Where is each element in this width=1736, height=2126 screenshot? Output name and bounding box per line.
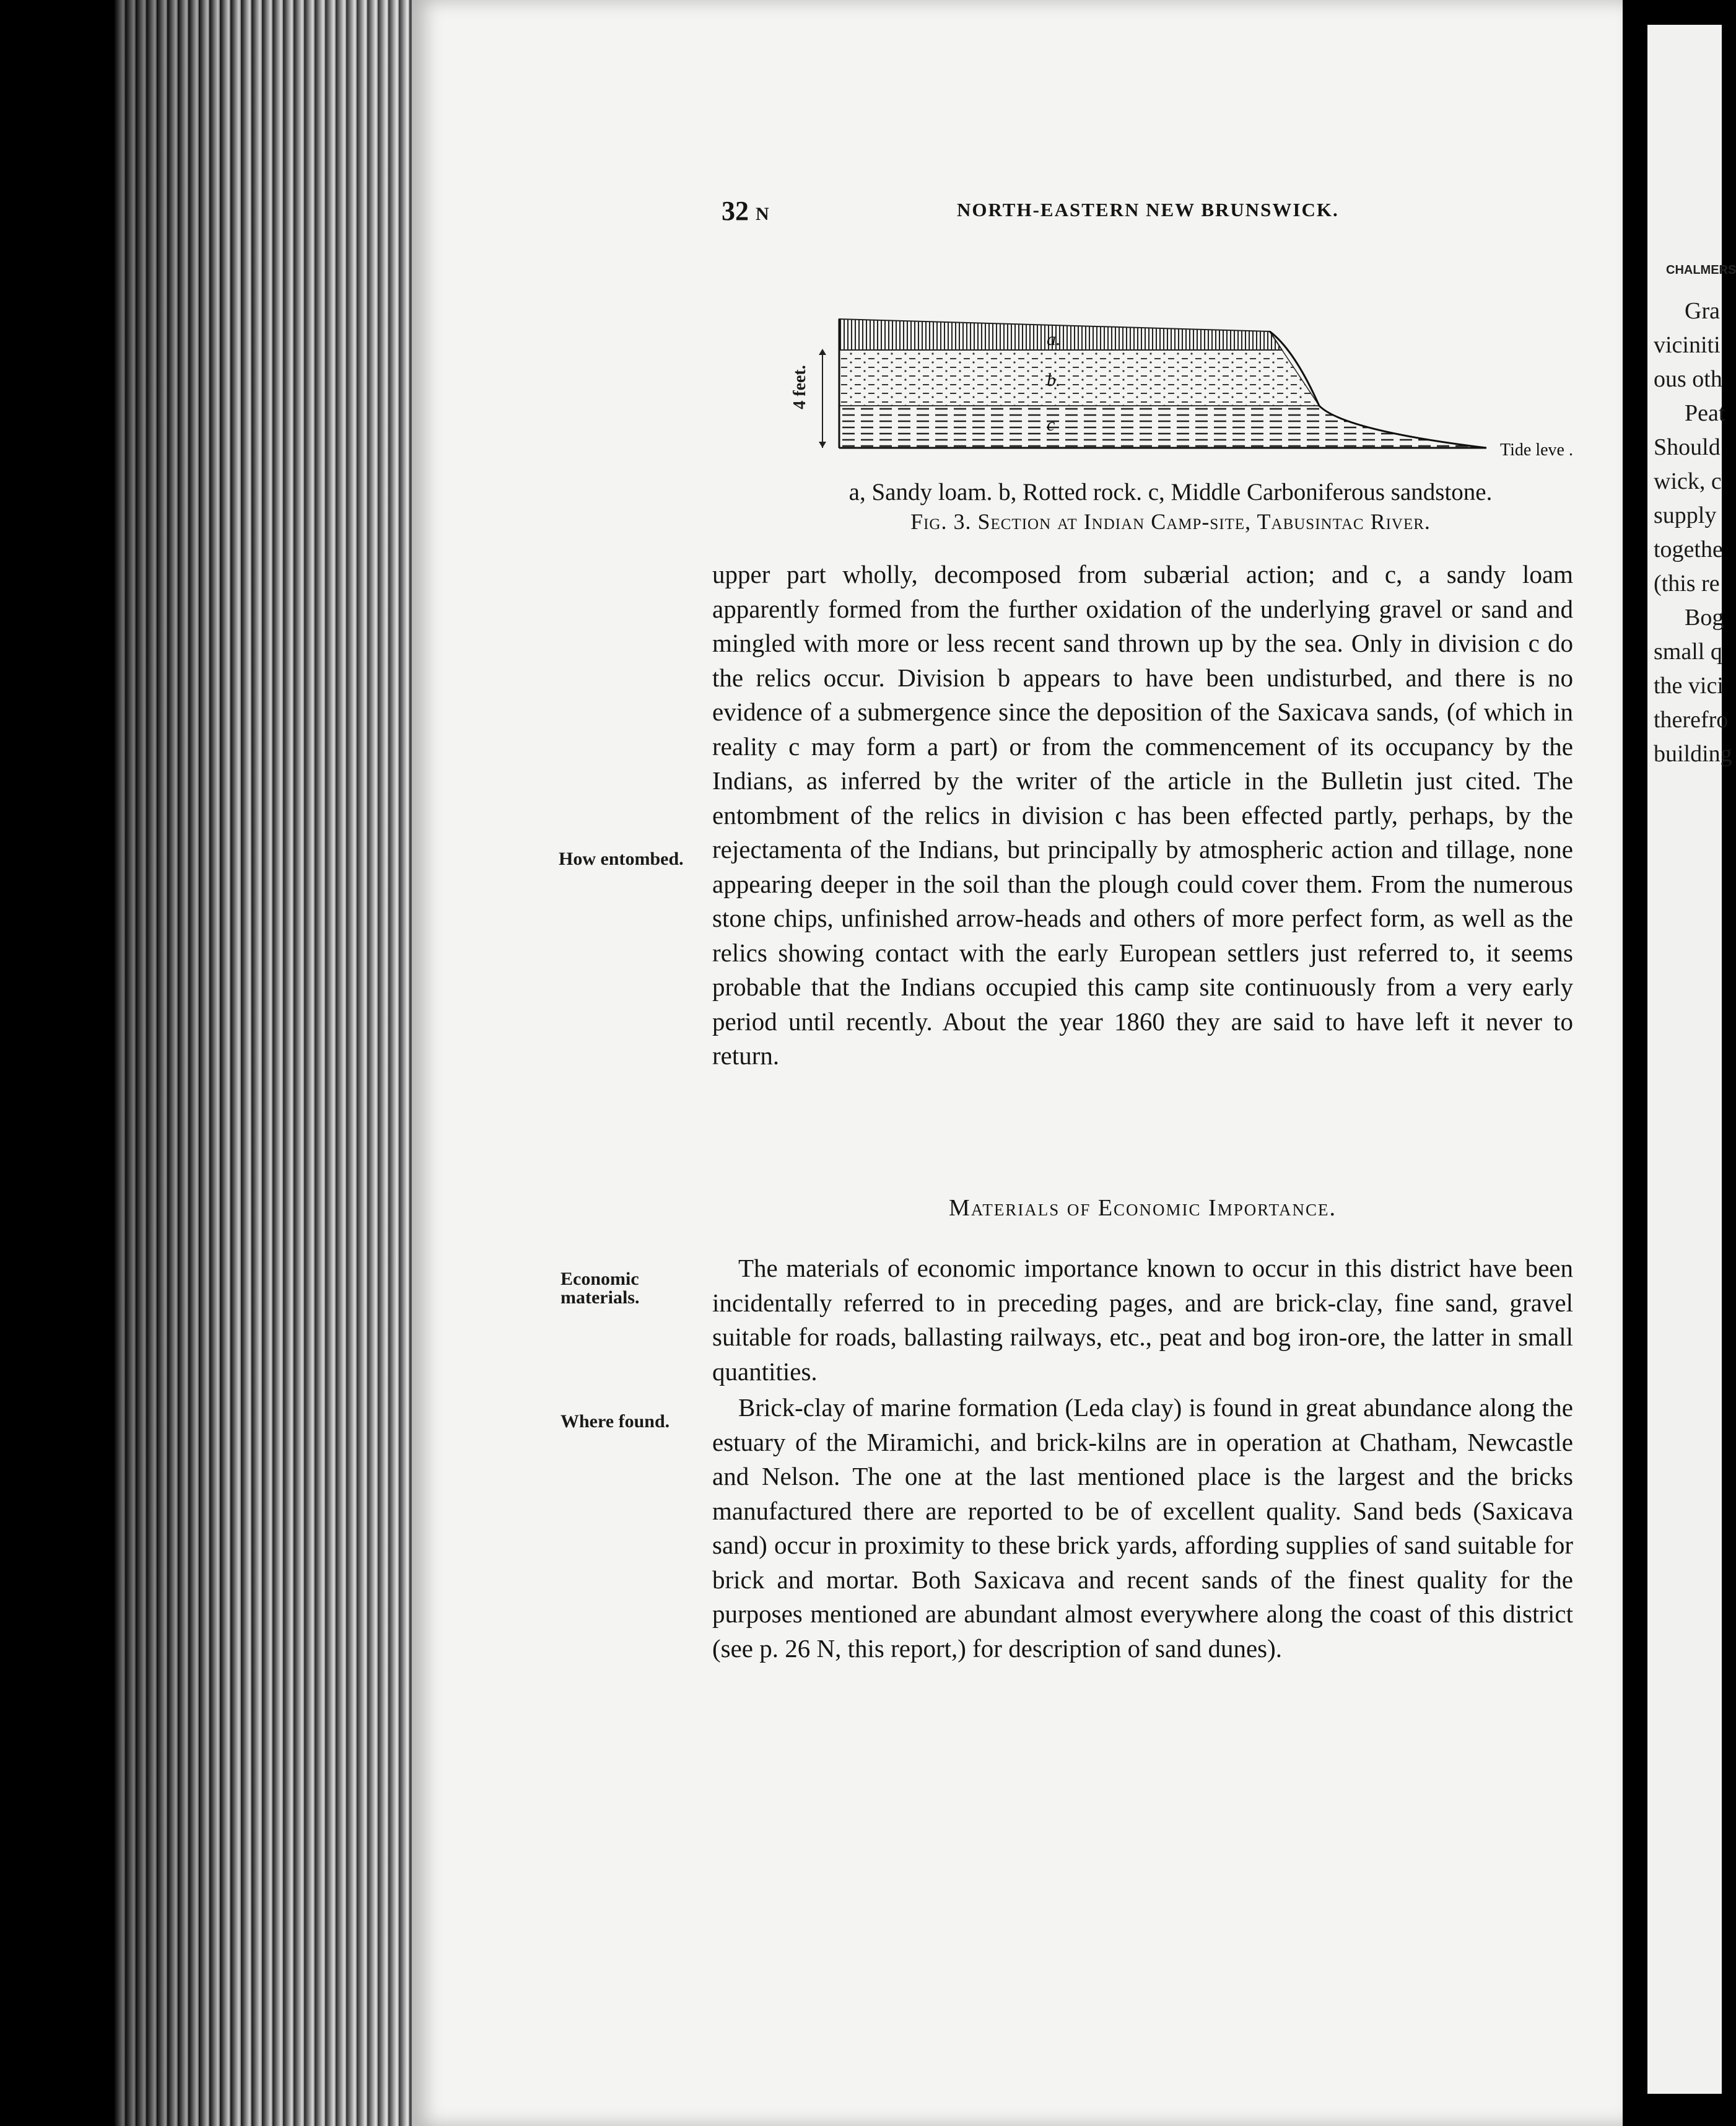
adjacent-line: ous oth [1654,366,1722,392]
adjacent-page-edge [1647,25,1736,2094]
page-number [722,195,769,227]
paragraph-where-found [712,1391,1573,1666]
sidenote-economic-materials: Economic materials. [560,1269,640,1308]
running-title: NORTH-EASTERN NEW BRUNSWICK. [957,199,1339,221]
height-label: 4 feet. [790,365,809,409]
figure-title: Fig. 3. Section at Indian Camp-site, Tabusintac River. [910,509,1431,534]
paragraph-camp-site: upper part wholly, decomposed from subærial action; and c, a sandy loam apparently formed from the further oxidation of the underlying gravel or sand and mingled with more or less recent sand thrown up by the sea. Only in division c do the relics occur. Division b appears to have been undisturbed, and there is no evidence of a submergence since the deposition of the Saxicava sands, (of which in reality c may form a part) or from the commencement of its occupancy by the Indians, as inferred by the writer of the article in the Bulletin just cited. The entombment of the relics in division c has been effected partly, perhaps, by the rejectamenta of the Indians, but principally by atmospheric action and tillage, none appearing deeper in the soil than the plough could cover them. From the numerous stone chips, unfinished arrow-heads and others of more perfect form, as well as the relics showing contact with the early European settlers just referred to, it seems probable that the Indians occupied this camp site continuously from a very early period until recently. About the year 1860 they are said to have left it never to return. [712,560,1573,1070]
layer-b-rotted-rock [839,350,1319,406]
section-heading: Materials of Economic Importance. [949,1195,1337,1221]
adjacent-line: Peat [1685,400,1725,426]
adjacent-line: small q [1654,639,1722,665]
measure-arrow-bottom [819,442,826,448]
section-diagram [787,313,1586,468]
paragraph-where-found-text: Brick-clay of marine formation (Leda clay) is found in great abundance along the estuary of the Miramichi, and brick-kilns are in operation at Chatham, Newcastle and Nelson. The one at the last mentioned place is the largest and the bricks manufactured there are reported to be of excellent quality. Sand beds (Saxicava sand) occur in proximity to these brick yards, affording supplies of sand suitable for brick and mortar. Both Saxicava and recent sands of the finest quality for the purposes mentioned are abundant almost everywhere along the coast of this district (see p. 26 N, this report,) for description of sand dunes). [712,1393,1573,1663]
geological-section-figure [787,313,1586,468]
adjacent-line: supply [1654,502,1717,528]
adjacent-line: building [1654,741,1732,767]
page-number-value: 32 [722,196,749,226]
layer-c-label: c [1047,414,1055,435]
layer-c-sandstone [839,406,1486,448]
adjacent-line: (this re [1654,571,1720,597]
adjacent-line: therefro [1654,707,1729,733]
figure-caption [762,477,1579,535]
layer-a-sandy-loam [839,319,1282,350]
measure-arrow-top [819,349,826,355]
paragraph-economic-materials-text: The materials of economic importance known to occur in this district have been incidentally referred to in preceding pages, and are brick-clay, fine sand, gravel suitable for roads, ballasting railways, etc., peat and bog iron-ore, the latter in small quantities. [712,1254,1573,1386]
adjacent-line: Gra [1685,298,1720,324]
tide-level-label: Tide leve . [1500,440,1573,460]
adjacent-line: Bog [1685,605,1724,631]
figure-legend: a, Sandy loam. b, Rotted rock. c, Middle Carboniferous sandstone. [848,479,1493,505]
adjacent-line: viciniti [1654,332,1721,358]
layer-b-label: b. [1047,370,1061,390]
sidenote-how-entombed: How entombed. [559,849,684,869]
layer-a-label: a. [1047,329,1061,349]
page-number-suffix: N [756,204,769,224]
adjacent-running-head: CHALMERS [1666,263,1736,277]
adjacent-line: togethe [1654,536,1723,562]
adjacent-line: Should [1654,434,1721,460]
running-head [722,195,1390,226]
paragraph-economic-materials [712,1251,1573,1389]
adjacent-line: wick, c [1654,468,1722,494]
adjacent-line: the vici [1654,673,1724,699]
sidenote-where-found: Where found. [560,1411,670,1432]
fore-edge-shadow [115,0,418,2126]
